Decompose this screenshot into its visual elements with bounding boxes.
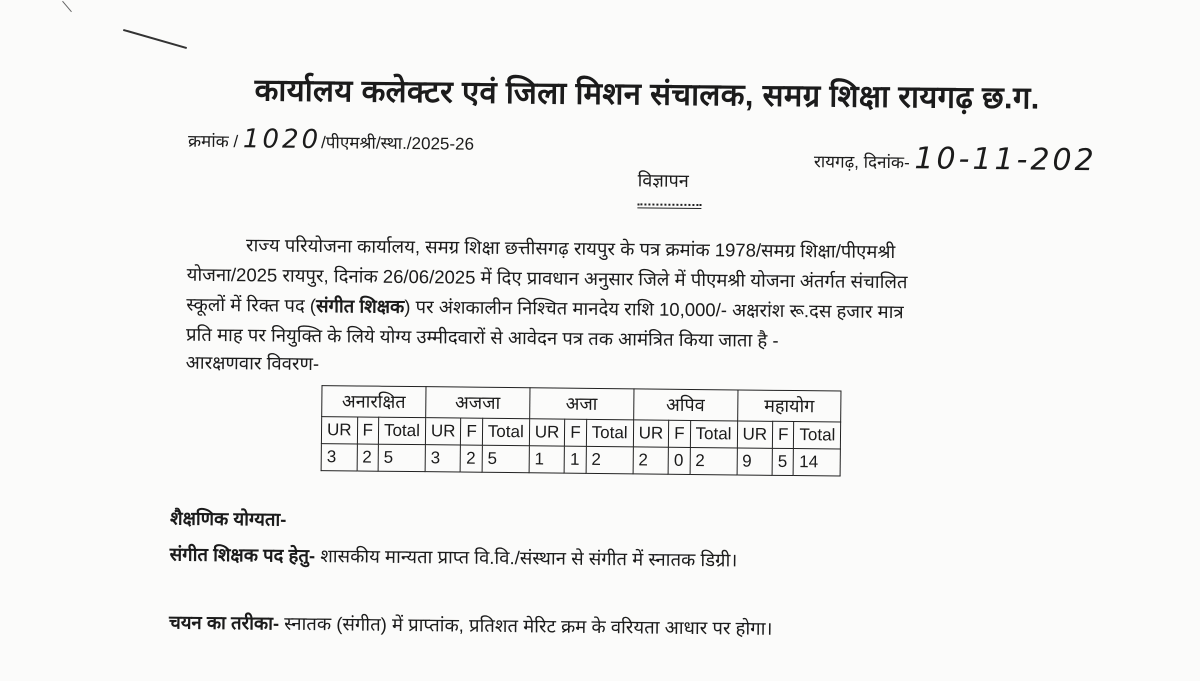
body-line-3	[186, 292, 904, 325]
value-cell: 0	[668, 447, 690, 474]
value-cell: 1	[529, 446, 565, 473]
qualification-heading	[170, 506, 287, 532]
value-cell: 3	[425, 445, 461, 472]
line3-part-b: ) पर अंशकालीन निश्चित मानदेय राशि 10,000/- अक्षरांश रू.दस हजार मात्र	[404, 295, 904, 323]
line3-part-a: स्कूलों में रिक्त पद (	[186, 293, 317, 317]
subheader-cell: UR	[529, 419, 565, 446]
heading-underline	[637, 203, 701, 209]
value-cell: 2	[461, 445, 483, 472]
value-cell: 5	[482, 445, 529, 472]
group-st: अजजा	[426, 387, 530, 419]
body-line-5: आरक्षणवार विवरण-	[185, 351, 320, 375]
value-cell: 1	[564, 446, 586, 473]
body-line-1: राज्य परियोजना कार्यालय, समग्र शिक्षा छत्तीसगढ़ रायपुर के पत्र क्रमांक 1978/समग्र शिक्षा/पीएमश्री	[245, 234, 896, 263]
date-prefix: रायगढ़, दिनांक-	[813, 152, 910, 173]
group-ur: अनारक्षित	[322, 386, 426, 418]
group-total: महायोग	[737, 390, 841, 422]
notice-heading: विज्ञापन	[637, 170, 689, 191]
subheader-cell: UR	[737, 421, 773, 448]
office-title: कार्यालय कलेक्टर एवं जिला मिशन संचालक, समग्र शिक्षा रायगढ़ छ.ग.	[254, 72, 1040, 116]
subheader-cell: F	[669, 420, 691, 447]
value-cell: 9	[737, 448, 773, 475]
selection-label: चयन का तरीका-	[168, 611, 280, 634]
subheader-cell: F	[461, 418, 483, 445]
value-cell: 2	[586, 446, 633, 473]
qualification-label: संगीत शिक्षक पद हेतु-	[169, 543, 316, 567]
subheader-cell: Total	[690, 420, 737, 447]
date-handwritten: 10-11-202	[914, 141, 1097, 179]
ref-number-handwritten: 1020	[242, 124, 322, 156]
post-name: संगीत शिक्षक	[315, 295, 405, 317]
reference-number	[188, 124, 474, 157]
group-sc: अजा	[529, 388, 633, 420]
subheader-cell: Total	[586, 419, 633, 446]
subheader-cell: UR	[633, 420, 669, 447]
selection-text: स्नातक (संगीत) में प्राप्तांक, प्रतिशत मेरिट क्रम के वरियता आधार पर होगा।	[279, 612, 773, 639]
value-cell: 2	[633, 447, 669, 474]
ref-prefix: क्रमांक /	[187, 131, 239, 152]
qualification-line	[170, 542, 738, 573]
subheader-cell: UR	[321, 417, 357, 444]
value-cell: 3	[321, 444, 357, 471]
value-cell: 2	[357, 444, 379, 471]
issue-date	[814, 140, 1097, 178]
subheader-cell: F	[772, 421, 794, 448]
value-cell: 5	[378, 444, 425, 471]
reservation-table	[321, 385, 842, 476]
subheader-cell: F	[357, 417, 379, 444]
ref-suffix: /पीएमश्री/स्था./2025-26	[320, 133, 475, 154]
qualification-text: शासकीय मान्यता प्राप्त वि.वि./संस्थान से संगीत में स्नातक डिग्री।	[315, 545, 738, 571]
subheader-cell: Total	[794, 422, 841, 449]
value-cell: 2	[690, 447, 737, 474]
values-row	[321, 444, 841, 476]
subheader-cell: UR	[425, 418, 461, 445]
subheader-cell: F	[565, 419, 587, 446]
group-obc: अपिव	[633, 389, 737, 421]
subheader-cell: Total	[378, 417, 425, 444]
value-cell: 14	[794, 449, 841, 476]
body-line-4: प्रति माह पर नियुक्ति के लिये योग्य उम्मीदवारों से आवेदन पत्र तक आमंत्रित किया जाता है -	[185, 323, 779, 351]
qualification-heading-text: शैक्षणिक योग्यता-	[170, 507, 287, 530]
value-cell: 5	[772, 448, 794, 475]
subheader-cell: Total	[482, 418, 529, 445]
selection-line	[169, 610, 773, 641]
body-line-2: योजना/2025 रायपुर, दिनांक 26/06/2025 में दिए प्रावधान अनुसार जिले में पीएमश्री योजना अंतर्गत संचालित	[186, 263, 908, 293]
